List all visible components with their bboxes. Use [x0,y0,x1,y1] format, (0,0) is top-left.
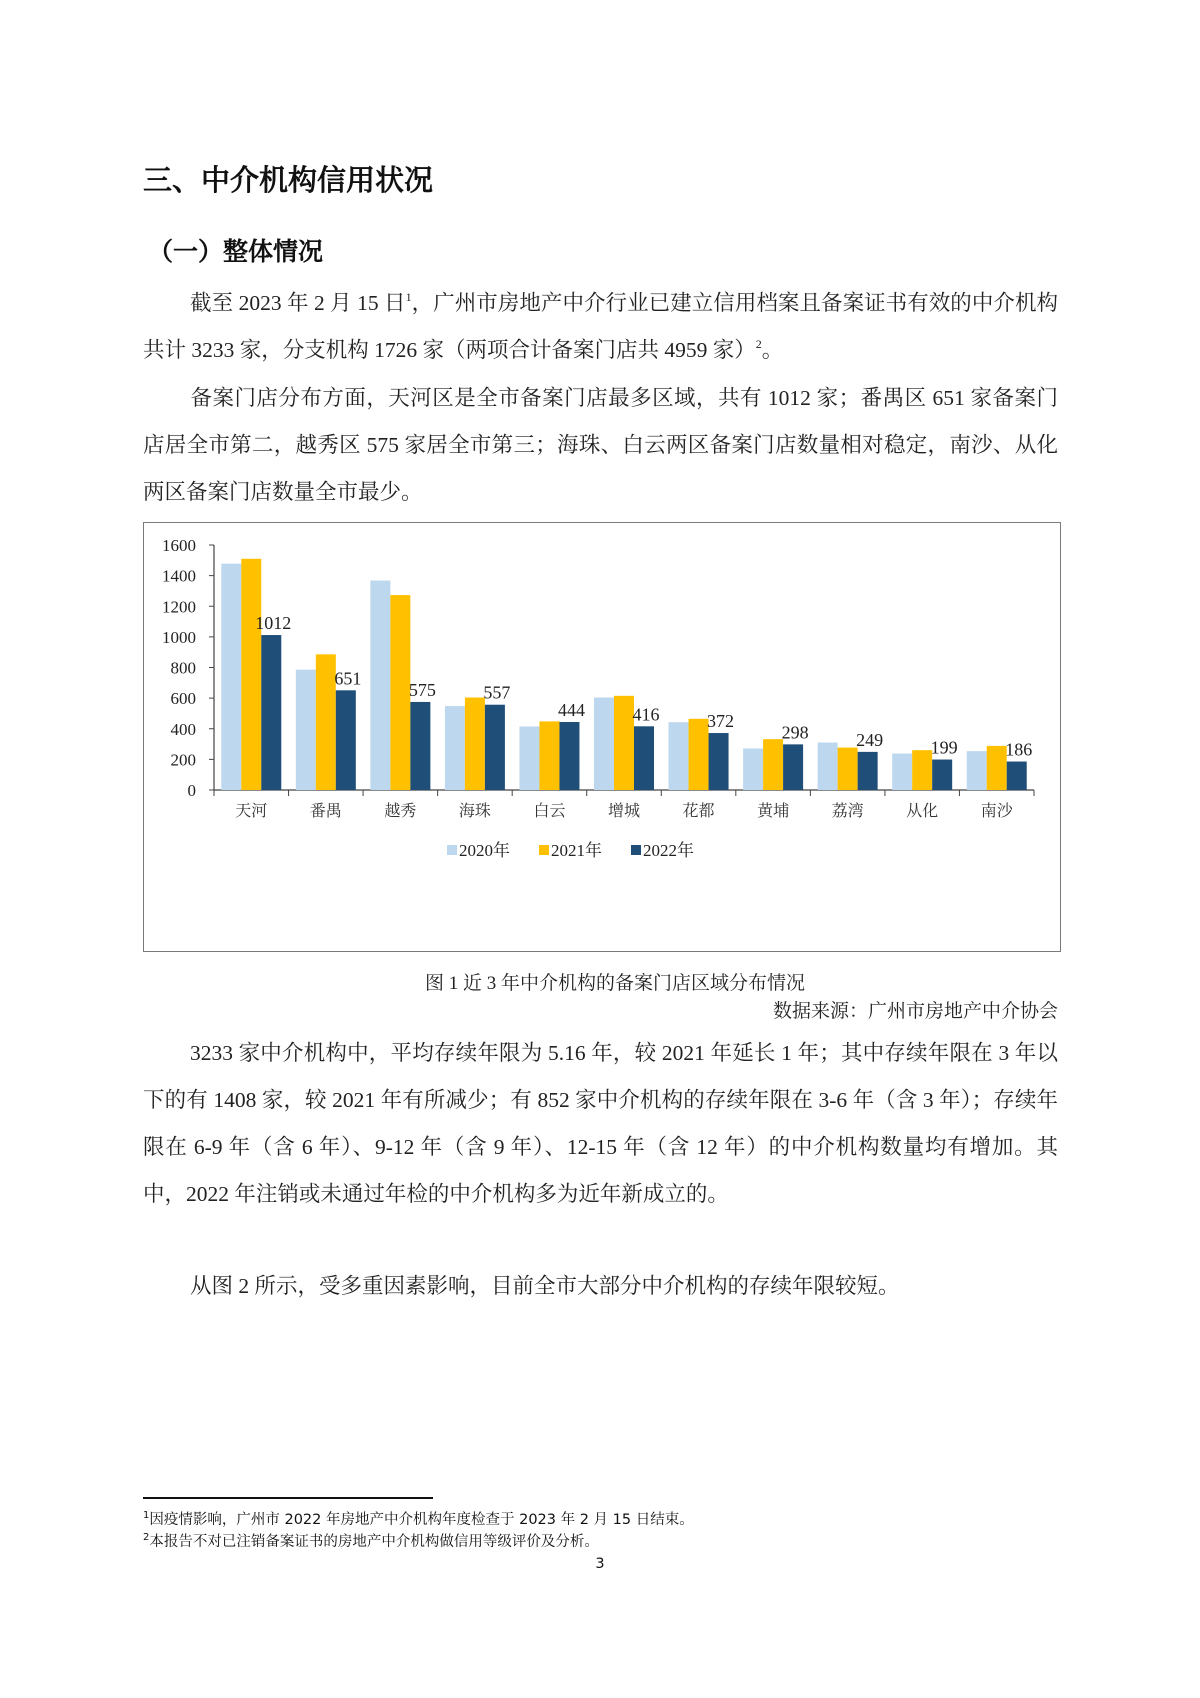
bar-2020年 [594,698,614,790]
bar-2020年 [967,751,987,790]
paragraph-figure2-ref [143,1263,1058,1310]
bar-2021年 [614,696,634,790]
page-number: 3 [595,1556,605,1572]
y-tick-label: 200 [170,750,196,770]
footnote-divider [143,1497,433,1499]
data-label: 372 [707,711,735,732]
x-tick-label: 白云 [533,801,566,820]
bar-2020年 [445,706,465,790]
bar-2020年 [519,726,539,790]
x-tick-label: 花都 [682,801,715,820]
legend-label: 2020年 [459,841,510,860]
x-tick-label: 从化 [906,801,939,820]
paragraph-text: 3233 家中介机构中，平均存续年限为 5.16 年，较 2021 年延长 1 年；其中存续年限在 3 年以下的有 1408 家，较 2021 年有所减少；有 852 家中介机构的存续年限在 3-6 年（含 3 年）；存续年限在 6-9 年（含 6 年）、9-12 年（含 9 年）、12-15 年（含 12 年）的中介机构数量均有增加。其中，2022 年注销或未通过年检的中介机构多为近年新成立的。 [143,1041,1058,1206]
legend-swatch [631,845,641,855]
x-tick-label: 增城 [607,801,641,820]
legend-label: 2021年 [551,841,602,860]
figure-1-chart [143,522,1061,952]
footnote-1 [143,1508,694,1529]
bar-2022年 [634,726,654,790]
bar-2022年 [709,733,729,790]
data-label: 557 [483,682,511,703]
bar-2020年 [370,581,390,790]
data-label: 416 [632,704,660,725]
bar-2021年 [689,719,709,790]
data-source: 数据来源：广州市房地产中介协会 [772,1001,1058,1022]
footnote-mark: 2 [143,1532,150,1543]
paragraph-text: ，广州市房地产中介行业已建立信用档案且备案证书有效的中介机构共计 3233 家，分支机构 1726 家（两项合计备案门店共 4959 家） [143,291,1058,362]
paragraph-overview [143,280,1058,374]
y-tick-label: 1600 [162,536,196,555]
bar-2021年 [838,748,858,790]
data-label: 249 [856,729,884,750]
bar-2020年 [818,743,838,790]
footnote-ref-2[interactable]: 2 [755,337,762,351]
paragraph-duration [143,1030,1058,1218]
bar-2022年 [858,752,878,790]
legend-label: 2022年 [643,841,694,860]
bar-2021年 [987,746,1007,790]
data-label: 444 [557,700,585,721]
bar-2021年 [763,739,783,790]
caption-text: 图 1 近 3 年中介机构的备案门店区域分布情况 [424,973,805,994]
bar-2022年 [261,635,281,790]
footnote-2 [143,1530,599,1551]
y-tick-label: 1200 [162,597,196,617]
x-tick-label: 天河 [235,801,268,820]
bar-chart [144,523,1062,953]
figure-caption [0,968,1200,995]
footnote-text: 因疫情影响，广州市 2022 年房地产中介机构年度检查于 2023 年 2 月 15 日结束。 [149,1512,694,1528]
paragraph-distribution [143,375,1058,516]
paragraph-text: 备案门店分布方面，天河区是全市备案门店最多区域，共有 1012 家；番禺区 651 家备案门店居全市第二，越秀区 575 家居全市第三；海珠、白云两区备案门店数量相对稳定，南沙、从化两区备案门店数量全市最少。 [143,386,1058,504]
bar-2022年 [1007,762,1027,790]
bar-2022年 [410,702,430,790]
bar-2021年 [241,559,261,790]
section-heading: 三、中介机构信用状况 [143,163,434,197]
data-label: 199 [930,737,958,758]
footnote-ref-1[interactable]: 1 [405,290,412,304]
x-tick-label: 荔湾 [831,801,864,820]
x-tick-label: 南沙 [980,801,1013,820]
bar-2020年 [296,670,316,790]
bar-2020年 [221,564,241,790]
y-tick-label: 1400 [162,566,196,586]
bar-2022年 [485,705,505,790]
y-tick-label: 0 [187,781,196,800]
x-tick-label: 番禺 [309,801,342,820]
footnote-text: 本报告不对已注销备案证书的房地产中介机构做信用等级评价及分析。 [149,1534,599,1550]
paragraph-text: 截至 2023 年 2 月 15 日 [190,291,406,315]
data-label: 651 [334,668,362,689]
bar-2022年 [783,744,803,790]
data-label: 298 [781,722,809,743]
bar-2022年 [932,760,952,790]
bar-2022年 [336,690,356,790]
x-tick-label: 海珠 [458,801,491,820]
bar-2021年 [465,698,485,790]
footnote-mark: 1 [143,1510,150,1521]
paragraph-text: 从图 2 所示，受多重因素影响，目前全市大部分中介机构的存续年限较短。 [190,1274,900,1298]
x-tick-label: 越秀 [384,801,417,820]
subsection-heading: （一）整体情况 [148,237,324,266]
bar-2020年 [669,722,689,790]
bar-2021年 [539,721,559,790]
bar-2021年 [912,750,932,790]
bar-2022年 [559,722,579,790]
y-tick-label: 600 [170,689,196,709]
bar-2021年 [316,654,336,790]
legend-swatch [539,845,549,855]
data-label: 575 [408,679,436,700]
bar-2021年 [390,595,410,790]
bar-2020年 [743,749,763,790]
x-tick-label: 黄埔 [757,801,790,820]
data-label: 1012 [255,613,292,634]
y-tick-label: 400 [170,719,196,739]
y-tick-label: 1000 [162,627,196,647]
data-label: 186 [1005,739,1033,760]
y-tick-label: 800 [170,658,196,678]
bar-2020年 [892,754,912,790]
paragraph-text: 。 [761,338,784,362]
legend-swatch [447,845,457,855]
